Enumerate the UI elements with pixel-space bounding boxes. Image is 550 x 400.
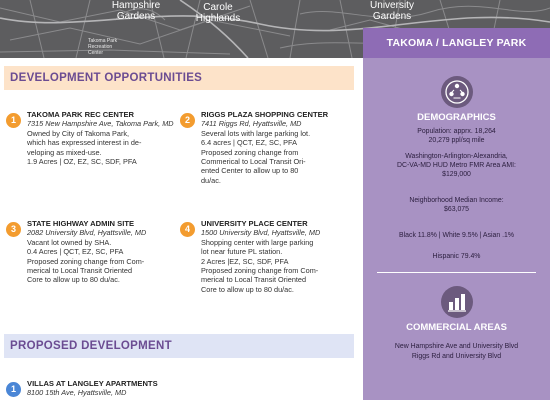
commercial-line-1: New Hampshire Ave and University Blvd [394,343,519,350]
map-label-hampshire-gardens: Hampshire Gardens [111,0,161,22]
opportunity-line: Proposed zoning change from Com- [27,256,145,266]
opportunity-line: Owned by City of Takoma Park, [27,128,130,138]
opportunity-line: merical to Local Transit Oriented [201,275,307,285]
opportunity-number-2: 2 [180,113,195,128]
opportunity-number-1: 1 [6,113,21,128]
opportunity-line: 2 Acres |EZ, SC, SDF, PFA [201,256,289,266]
commercial-line-2: Riggs Rd and University Blvd [411,353,502,360]
proposed-address: 8100 15th Ave, Hyattsville, MD [27,388,127,398]
section-proposed-development: PROPOSED DEVELOPMENT [4,334,354,358]
opportunity-line: 1.9 Acres | OZ, EZ, SC, SDF, PFA [27,157,137,167]
opportunity-line: Proposed zoning change from [201,147,299,157]
opportunity-line: ented Center to allow up to 80 [201,166,299,176]
opportunity-line: Several lots with large parking lot. [201,128,311,138]
opportunity-address: 2082 University Blvd, Hyattsville, MD [27,228,147,238]
ami-line-1: Washington-Arlington-Alexandria, [405,153,508,160]
opportunity-line: Shopping center with large parking [201,237,314,247]
opportunity-title: STATE HIGHWAY ADMIN SITE [27,219,135,228]
ami-value: $129,000 [442,171,471,178]
commercial-icon [441,286,473,318]
ami-line-2: DC-VA-MD HUD Metro FMR Area AMI: [397,162,516,169]
sidebar-divider [377,272,536,273]
opportunity-item-3 [27,219,181,285]
opportunity-item-4 [201,219,355,294]
opportunity-item-2 [201,110,351,185]
map-label-rec-center: Takoma Park Recreation Center [88,38,118,56]
opportunity-item-1 [27,110,177,166]
opportunity-line: 0.4 Acres | QCT, EZ, SC, PFA [27,247,124,257]
proposed-title: VILLAS AT LANGLEY APARTMENTS [27,379,158,388]
demographics-icon [441,76,473,108]
opportunity-line: lot near future PL station. [201,247,283,257]
density-text: 20,279 ppl/sq mile [428,137,485,144]
section-development-opportunities: DEVELOPMENT OPPORTUNITIES [4,66,354,90]
opportunity-line: veloping as mixed-use. [27,147,102,157]
race-text: Black 11.8% | White 9.5% | Asian .1% [399,232,514,239]
opportunity-title: RIGGS PLAZA SHOPPING CENTER [201,110,329,119]
income-label: Neighborhood Median Income: [409,197,504,204]
opportunity-title: UNIVERSITY PLACE CENTER [201,219,308,228]
map-label-carole-highlands: Carole Highlands [195,2,241,24]
commercial-heading: COMMERCIAL AREAS [406,322,507,333]
opportunity-number-3: 3 [6,222,21,237]
income-value: $63,075 [444,206,469,213]
opportunity-line: Core to allow up to 80 du/ac. [201,284,294,294]
opportunity-title: TAKOMA PARK REC CENTER [27,110,135,119]
opportunity-address: 1500 University Blvd, Hyattsville, MD [201,228,321,238]
proposed-item-1 [27,379,227,398]
opportunity-address: 7315 New Hampshire Ave, Takoma Park, MD [27,119,174,129]
opportunity-line: which has expressed interest in de- [27,138,142,148]
opportunity-address: 7411 Riggs Rd, Hyattsville, MD [201,119,302,129]
opportunity-line: Proposed zoning change from Com- [201,266,319,276]
opportunity-line: 6.4 acres | QCT, EZ, SC, PFA [201,138,297,148]
opportunity-number-4: 4 [180,222,195,237]
opportunity-line: Core to allow up to 80 du/ac. [27,275,120,285]
hispanic-text: Hispanic 79.4% [432,253,481,260]
opportunity-line: merical to Local Transit Oriented [27,266,133,276]
opportunity-line: Vacant lot owned by SHA. [27,237,112,247]
proposed-number-1: 1 [6,382,21,397]
map-label-university-gardens: University Gardens [370,0,414,22]
demographics-heading: DEMOGRAPHICS [417,112,496,123]
sidebar-title: TAKOMA / LANGLEY PARK [363,28,550,58]
population-text: Population: apprx. 18,264 [417,128,496,135]
opportunity-line: du/ac. [201,175,221,185]
opportunity-line: Commerical to Local Transit Ori- [201,157,306,167]
